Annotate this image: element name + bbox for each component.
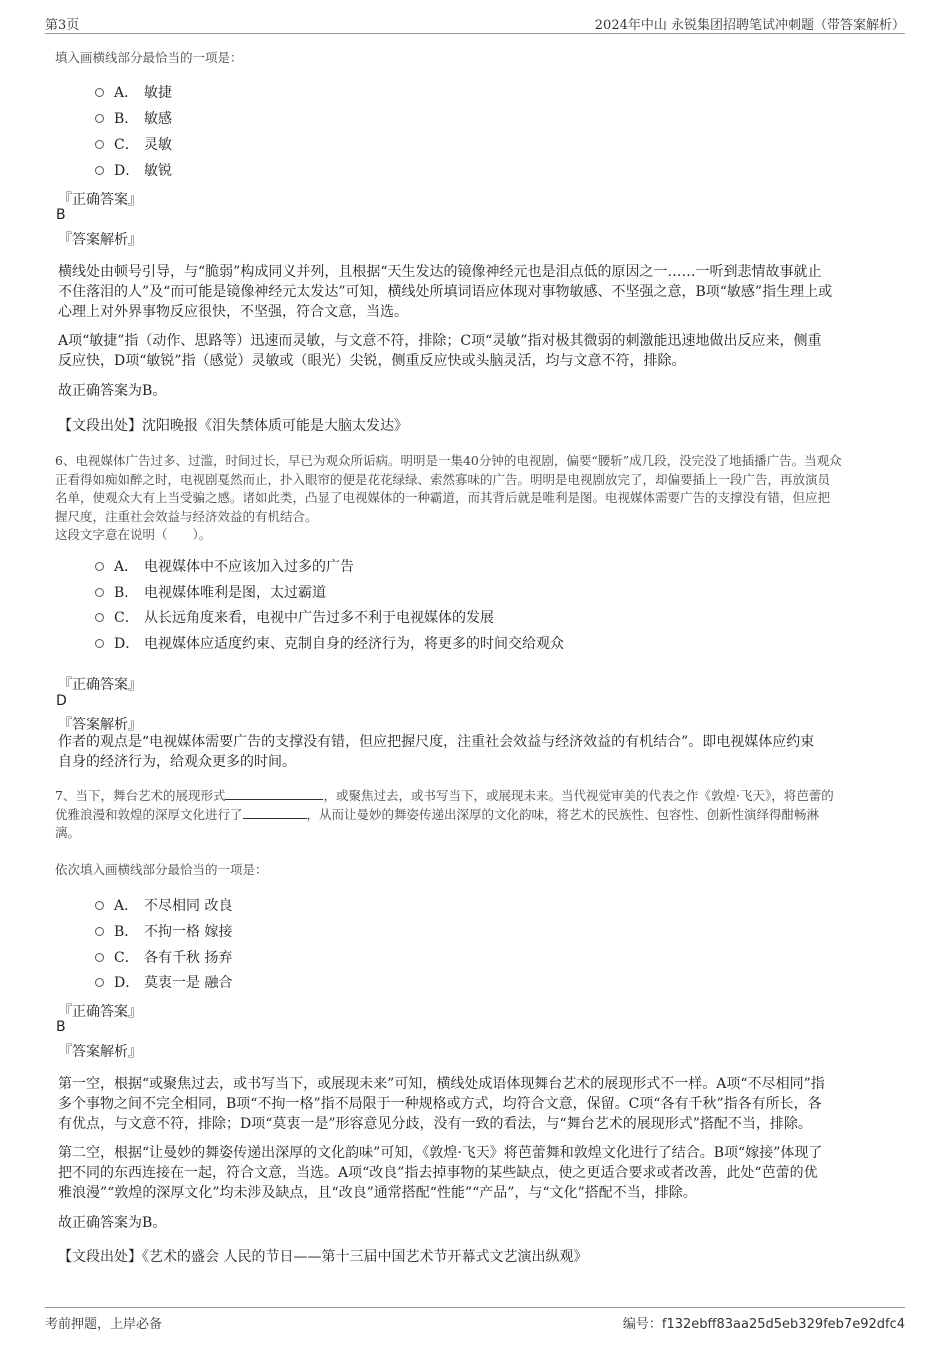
blank-line (243, 806, 307, 819)
q5-conclusion: 故正确答案为B。 (58, 383, 167, 399)
q6-analysis-label: 『答案解析』 (58, 717, 142, 733)
q6-question-text: 6、电视媒体广告过多、过滥，时间过长，早已为观众所诟病。明明是一集40分钟的电视剧，偏要“腰斩”成几段，没完没了地插播广告。当观众 正看得如痴如醉之时，电视剧戛然而止，扑入眼帘的便是花花绿绿、索然寡味的广告。明明是电视剧放完了，却偏要插上一段广告，再放演员 名单，使观众大有上当受骗之感。诸如此类，凸显了电视媒体的一种霸道，而其背后就是唯利是图。电视媒体需要广告的支撑没有错，但应把 握尺度，注重社会效益与经济效益的有机结合。 这段文字意在说明（ ）。 (55, 453, 842, 542)
header-divider (45, 33, 905, 34)
q7-answer: B (56, 1019, 66, 1035)
radio-icon[interactable] (95, 588, 104, 597)
q7-analysis-label: 『答案解析』 (58, 1044, 142, 1060)
page-number: 第3页 (45, 18, 80, 33)
q5-option-b[interactable]: B． 敏感 (95, 108, 172, 128)
radio-icon[interactable] (95, 953, 104, 962)
q6-analysis: 作者的观点是“电视媒体需要广告的支撑没有错，但应把握尺度，注重社会效益与经济效益的有机结合”。即电视媒体应约束 自身的经济行为，给观众更多的时间。 (58, 734, 815, 770)
q5-option-d[interactable]: D． 敏锐 (95, 160, 172, 180)
radio-icon[interactable] (95, 901, 104, 910)
q7-option-c[interactable]: C． 各有千秋 扬弃 (95, 947, 232, 967)
radio-icon[interactable] (95, 166, 104, 175)
q7-analysis-paragraph-2: 第二空，根据“让曼妙的舞姿传递出深厚的文化韵味”可知，《敦煌·飞天》将芭蕾舞和敦煌文化进行了结合。B项“嫁接”体现了 把不同的东西连接在一起，符合文意，当选。A项“改良”指去掉事物的某些缺点，使之更适合要求或者改善，此处“芭蕾的优 雅浪漫”“敦煌的深厚文化”均未涉及缺点，且“改良”通常搭配“性能”“产品”，与“文化”搭配不当，排除。 (58, 1145, 823, 1201)
q6-answer: D (56, 693, 67, 709)
q6-option-d[interactable]: D． 电视媒体应适度约束、克制自身的经济行为，将更多的时间交给观众 (95, 633, 564, 653)
document-code: 编号：f132ebff83aa25d5eb329feb7e92dfc4 (622, 1317, 905, 1332)
radio-icon[interactable] (95, 140, 104, 149)
footer-slogan: 考前押题，上岸必备 (45, 1317, 163, 1332)
q5-answer-label: 『正确答案』 (58, 192, 142, 208)
q7-option-a[interactable]: A． 不尽相同 改良 (95, 895, 232, 915)
radio-icon[interactable] (95, 978, 104, 987)
q5-source: 【文段出处】沈阳晚报《泪失禁体质可能是大脑太发达》 (58, 418, 408, 434)
radio-icon[interactable] (95, 562, 104, 571)
q7-option-d[interactable]: D． 莫衷一是 融合 (95, 972, 232, 992)
q7-option-b[interactable]: B． 不拘一格 嫁接 (95, 921, 232, 941)
radio-icon[interactable] (95, 114, 104, 123)
q5-option-a[interactable]: A． 敏捷 (95, 82, 172, 102)
q6-option-c[interactable]: C． 从长远角度来看，电视中广告过多不利于电视媒体的发展 (95, 607, 494, 627)
radio-icon[interactable] (95, 927, 104, 936)
q5-analysis-label: 『答案解析』 (58, 232, 142, 248)
q5-option-c[interactable]: C． 灵敏 (95, 134, 172, 154)
q6-answer-label: 『正确答案』 (58, 677, 142, 693)
q5-answer: B (56, 207, 66, 223)
radio-icon[interactable] (95, 639, 104, 648)
footer-divider (45, 1307, 905, 1308)
q5-analysis-paragraph-2: A项“敏捷”指（动作、思路等）迅速而灵敏，与文意不符，排除；C项“灵敏”指对极其微弱的刺激能迅速地做出反应来，侧重 反应快，D项“敏锐”指（感觉）灵敏或（眼光）尖锐，侧重反应快或头脑灵活，均与文意不符，排除。 (58, 333, 822, 369)
q7-conclusion: 故正确答案为B。 (58, 1215, 167, 1231)
q6-option-b[interactable]: B． 电视媒体唯利是图，太过霸道 (95, 582, 326, 602)
q7-answer-label: 『正确答案』 (58, 1004, 142, 1020)
q7-question-text: 7、当下，舞台艺术的展现形式 ，或聚焦过去，或书写当下，或展现未来。当代视觉审美的代表之作《敦煌·飞天》，将芭蕾的 优雅浪漫和敦煌的深厚文化进行了 ，从而让曼妙的舞姿传递出深厚的文化韵味，将艺术的民族性、包容性、创新性演绎得酣畅淋 漓。 (55, 788, 834, 840)
q6-option-a[interactable]: A． 电视媒体中不应该加入过多的广告 (95, 556, 354, 576)
radio-icon[interactable] (95, 613, 104, 622)
blank-line (225, 787, 323, 800)
q7-analysis-paragraph-1: 第一空，根据“或聚焦过去，或书写当下，或展现未来”可知，横线处成语体现舞台艺术的展现形式不一样。A项“不尽相同”指 多个事物之间不完全相同，B项“不拘一格”指不局限于一种规格或方式，均符合文意，保留。C项“各有千秋”指各有所长，各 有优点，与文意不符，排除；D项“莫衷一是”形容意见分歧，没有一致的看法，与“舞台艺术的展现形式”搭配不当，排除。 (58, 1076, 825, 1132)
q5-analysis-paragraph-1: 横线处由顿号引导，与“脆弱”构成同义并列，且根据“天生发达的镜像神经元也是泪点低的原因之一……一听到悲情故事就止 不住落泪的人”及“而可能是镜像神经元太发达”可知，横线处所填词语应体现对事物敏感、不坚强之意，B项“敏感”指生理上或 心理上对外界事物反应很快，不坚强，符合文意，当选。 (58, 264, 833, 320)
q7-source: 【文段出处】《艺术的盛会 人民的节日——第十三届中国艺术节开幕式文艺演出纵观》 (58, 1249, 588, 1265)
radio-icon[interactable] (95, 88, 104, 97)
q7-prompt: 依次填入画横线部分最恰当的一项是： (55, 862, 268, 877)
document-title: 2024年中山 永锐集团招聘笔试冲刺题（带答案解析） (594, 18, 905, 33)
q5-prompt: 填入画横线部分最恰当的一项是： (55, 50, 243, 65)
